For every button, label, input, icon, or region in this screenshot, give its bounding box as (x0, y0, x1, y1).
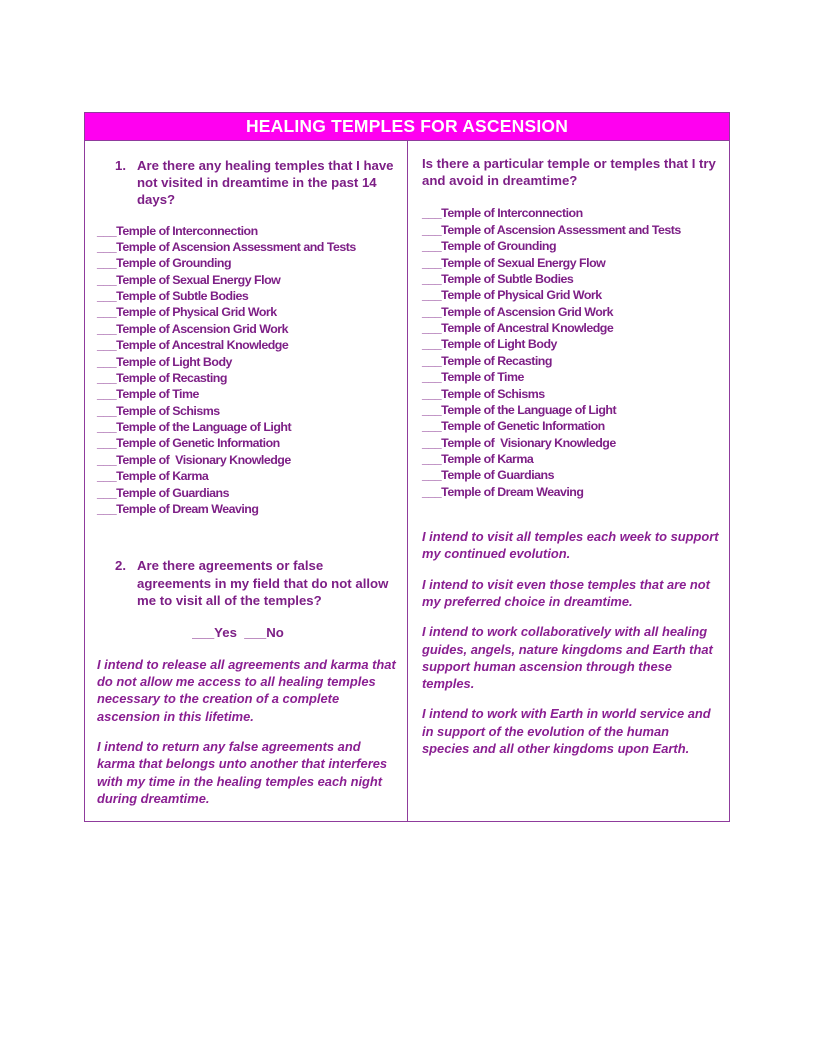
list-item[interactable] (422, 320, 719, 336)
question-avoid-text: Is there a particular temple or temples that I try and avoid in dreamtime? (422, 156, 716, 189)
left-column (85, 141, 408, 821)
list-item[interactable] (97, 337, 397, 353)
temple-blank[interactable]: ___Temple of Subtle Bodies (97, 289, 249, 304)
temple-blank[interactable]: ___Temple of Ascension Grid Work (422, 304, 614, 319)
list-item[interactable] (422, 287, 719, 303)
list-item[interactable] (422, 369, 719, 385)
temple-blank[interactable]: ___Temple of Recasting (422, 353, 552, 368)
list-item[interactable] (422, 205, 719, 221)
list-item[interactable] (422, 418, 719, 434)
right-temple-checklist (422, 205, 719, 500)
temple-blank[interactable]: ___Temple of Time (422, 370, 524, 385)
list-item[interactable] (97, 386, 397, 402)
question-1 (97, 157, 397, 208)
list-item[interactable] (422, 467, 719, 483)
intention-statement: I intend to work collaboratively with all healing guides, angels, nature kingdoms and Earth that support human ascension through these temples. (422, 624, 713, 692)
temple-blank[interactable]: ___Temple of Ancestral Knowledge (422, 321, 614, 336)
temple-blank[interactable]: ___Temple of Sexual Energy Flow (97, 272, 281, 287)
list-item[interactable] (97, 468, 397, 484)
question-2 (97, 557, 397, 608)
temple-blank[interactable]: ___Temple of Interconnection (97, 223, 258, 238)
temple-blank[interactable]: ___Temple of Interconnection (422, 206, 583, 221)
question-1-number: 1. (115, 158, 126, 174)
worksheet-title-bar (85, 113, 729, 141)
list-item[interactable] (97, 272, 397, 288)
right-intentions (422, 528, 719, 757)
temple-blank[interactable]: ___Temple of the Language of Light (422, 402, 617, 417)
temple-blank[interactable]: ___Temple of Light Body (422, 337, 557, 352)
temple-blank[interactable]: ___Temple of Genetic Information (422, 419, 605, 434)
worksheet-table (84, 112, 730, 822)
list-item[interactable] (97, 435, 397, 451)
question-2-number: 2. (115, 558, 126, 574)
temple-blank[interactable]: ___Temple of Ascension Assessment and Tests (422, 222, 681, 237)
list-item[interactable] (97, 288, 397, 304)
list-item[interactable] (422, 484, 719, 500)
temple-blank[interactable]: ___Temple of Physical Grid Work (97, 305, 277, 320)
temple-blank[interactable]: ___Temple of Dream Weaving (97, 501, 259, 516)
temple-blank[interactable]: ___Temple of Ancestral Knowledge (97, 338, 289, 353)
temple-blank[interactable]: ___Temple of Dream Weaving (422, 484, 584, 499)
temple-blank[interactable]: ___Temple of Subtle Bodies (422, 271, 574, 286)
intention-statement: I intend to visit even those temples that are not my preferred choice in dreamtime. (422, 576, 710, 610)
question-2-text: Are there agreements or false agreements in my field that do not allow me to visit all of the temples? (137, 558, 389, 608)
temple-blank[interactable]: ___Temple of Grounding (97, 256, 232, 271)
list-item[interactable] (422, 435, 719, 451)
list-item[interactable] (422, 336, 719, 352)
temple-blank[interactable]: ___Temple of the Language of Light (97, 420, 292, 435)
left-temple-checklist (97, 223, 397, 518)
temple-blank[interactable]: ___Temple of Visionary Knowledge (97, 452, 291, 467)
list-item[interactable] (97, 419, 397, 435)
list-item[interactable] (97, 485, 397, 501)
list-item[interactable] (422, 451, 719, 467)
temple-blank[interactable]: ___Temple of Ascension Assessment and Tests (97, 239, 356, 254)
question-1-text: Are there any healing temples that I have not visited in dreamtime in the past 14 days? (137, 158, 394, 208)
list-item[interactable] (97, 304, 397, 320)
temple-blank[interactable]: ___Temple of Light Body (97, 354, 232, 369)
temple-blank[interactable]: ___Temple of Visionary Knowledge (422, 435, 616, 450)
list-item[interactable] (422, 222, 719, 238)
temple-blank[interactable]: ___Temple of Recasting (97, 370, 227, 385)
intention-statement: I intend to release all agreements and karma that do not allow me access to all healing temples necessary to the creation of a complete ascension in this lifetime. (97, 656, 396, 724)
list-item[interactable] (97, 223, 397, 239)
temple-blank[interactable]: ___Temple of Schisms (422, 386, 545, 401)
right-column (408, 141, 729, 821)
temple-blank[interactable]: ___Temple of Ascension Grid Work (97, 321, 289, 336)
list-item[interactable] (97, 255, 397, 271)
list-item[interactable] (422, 386, 719, 402)
temple-blank[interactable]: ___Temple of Guardians (422, 468, 554, 483)
left-intentions (97, 656, 397, 807)
temple-blank[interactable]: ___Temple of Schisms (97, 403, 220, 418)
temple-blank[interactable]: ___Temple of Karma (422, 452, 534, 467)
list-item[interactable] (422, 271, 719, 287)
temple-blank[interactable]: ___Temple of Karma (97, 469, 209, 484)
list-item[interactable] (422, 238, 719, 254)
list-item[interactable] (97, 452, 397, 468)
list-item[interactable] (422, 255, 719, 271)
intention-statement: I intend to visit all temples each week to support my continued evolution. (422, 529, 719, 562)
temple-blank[interactable]: ___Temple of Genetic Information (97, 436, 280, 451)
temple-blank[interactable]: ___Temple of Physical Grid Work (422, 288, 602, 303)
bottom-spacer (422, 757, 719, 767)
temple-blank[interactable]: ___Temple of Guardians (97, 485, 229, 500)
list-item[interactable] (97, 403, 397, 419)
page-title: HEALING TEMPLES FOR ASCENSION (245, 116, 569, 136)
question-2-block (97, 557, 397, 639)
intention-statement: I intend to work with Earth in world service and in support of the evolution of the human species and all other kingdoms upon Earth. (422, 706, 711, 756)
list-item[interactable] (422, 353, 719, 369)
yes-no-answer-field[interactable]: ___Yes ___No (192, 624, 284, 640)
worksheet-columns (85, 141, 729, 821)
temple-blank[interactable]: ___Temple of Time (97, 387, 199, 402)
list-item[interactable] (97, 239, 397, 255)
list-item[interactable] (97, 370, 397, 386)
intention-statement: I intend to return any false agreements and karma that belongs unto another that interferes with my time in the healing temples each night during dreamtime. (97, 738, 388, 806)
list-item[interactable] (97, 321, 397, 337)
list-item[interactable] (422, 402, 719, 418)
list-item[interactable] (97, 354, 397, 370)
list-item[interactable] (97, 501, 397, 517)
list-item[interactable] (422, 304, 719, 320)
temple-blank[interactable]: ___Temple of Grounding (422, 239, 557, 254)
temple-blank[interactable]: ___Temple of Sexual Energy Flow (422, 255, 606, 270)
